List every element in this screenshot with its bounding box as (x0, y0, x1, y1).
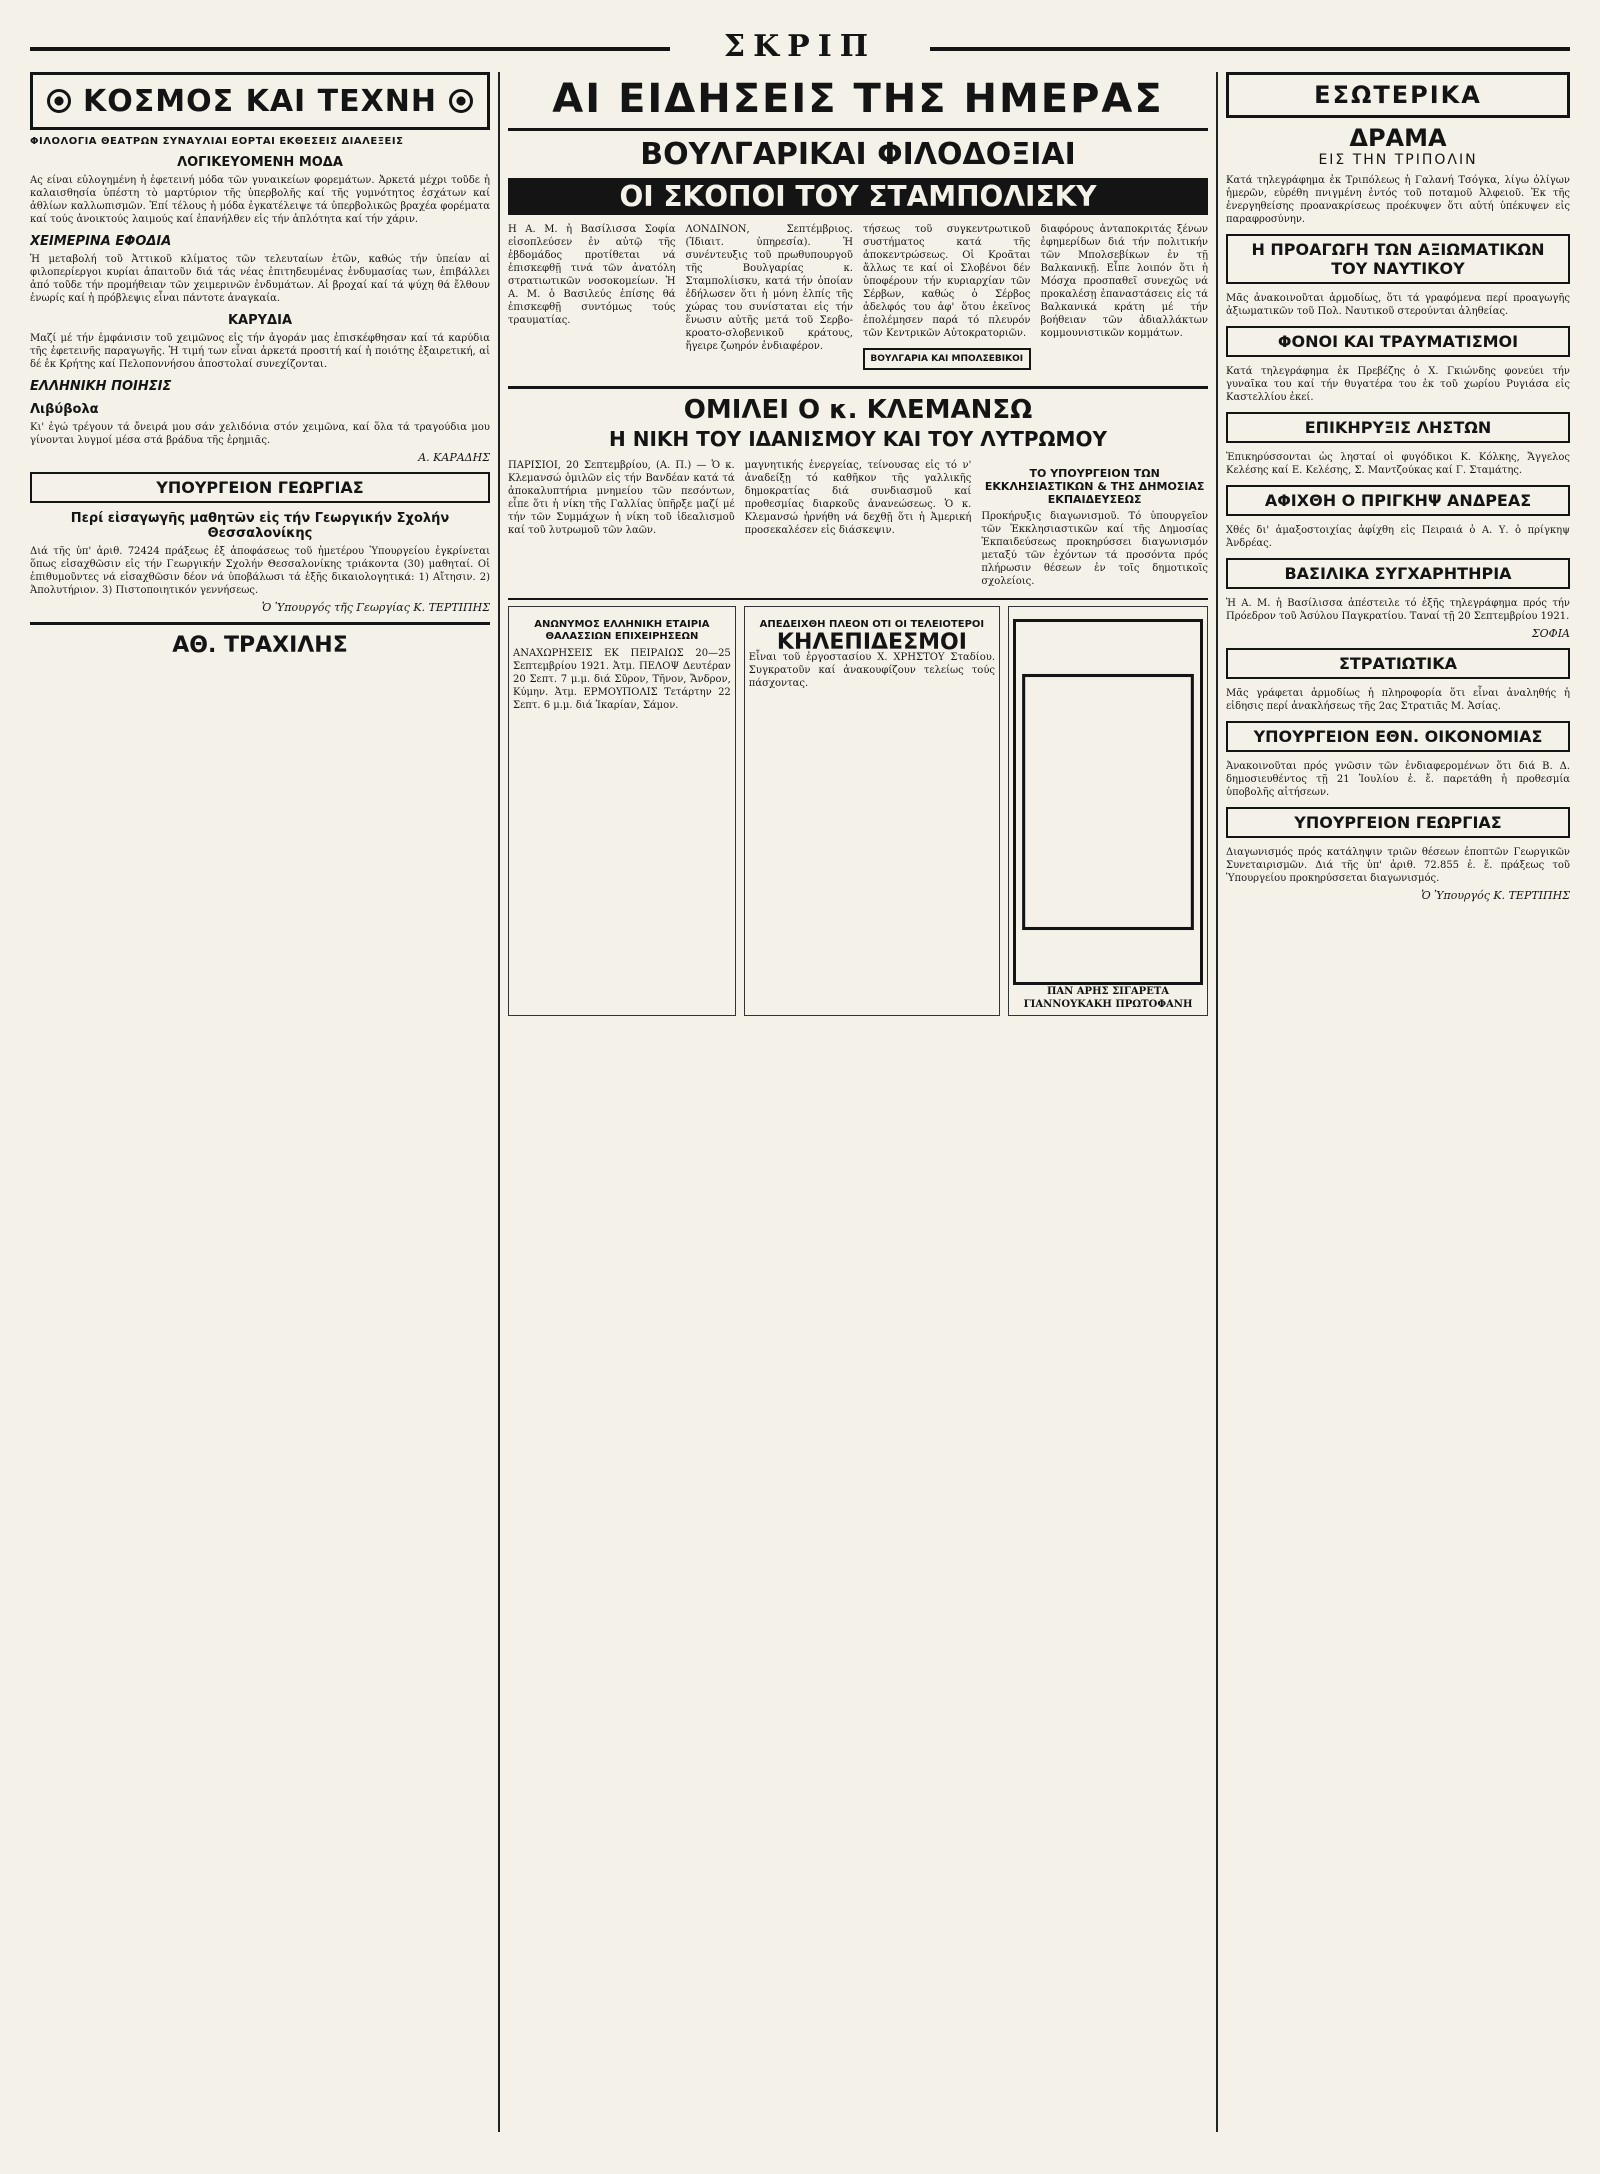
sub-headline: ΟΙ ΣΚΟΠΟΙ ΤΟΥ ΣΤΑΜΠΟΛΙΣΚΥ (508, 178, 1208, 215)
article-text: Χθές δι' ἀμαξοστοιχίας ἀφίχθη εἰς Πειραιά ὁ Α. Υ. ὁ πρίγκηψ Ἀνδρέας. (1226, 525, 1570, 549)
article-text: Ἀνακοινοῦται πρός γνῶσιν τῶν ἐνδιαφερομένων ὅτι διά Β. Δ. δημοσιευθέντος τῇ 21 Ἰουλίου ἐ. ἔ. παρετάθη ἡ προθεσμία ὑποβολῆς αἰτήσεων. (1226, 761, 1570, 798)
article-text: Ἐπικηρύσσονται ὡς λησταί οἱ φυγόδικοι Κ. Κόλκης, Ἄγγελος Κελέσης καί Ε. Κελέσης, Σ. Μαντζούκας καί Γ. Σταμάτης. (1226, 452, 1570, 476)
signature: ΣΟΦΙΑ (1531, 627, 1570, 640)
section-header-left (30, 72, 490, 130)
ad-text: ΠΑΝ ΑΡΗΣ ΣΙΓΑΡΕΤΑ ΓΙΑΝΝΟΥΚΑΚΗ ΠΡΩΤΟΦΑΝΗ (1023, 986, 1193, 1010)
article-columns (508, 459, 1208, 588)
article-text: Μαζί μέ τήν ἐμφάνισιν τοῦ χειμῶνος εἰς τήν ἀγοράν μας ἐπισκέφθησαν καί τά καρύδια τῆς ἐφετεινῆς παραγωγῆς. Ἡ τιμή των εἶναι ἀρκετά προσιτή καί ἡ ποιότης ἐξαιρετική, αἱ δέ ἐκ Κρήτης καί Πελοποννήσου ἀποστολαί συνεχίζονται. (30, 333, 490, 370)
article-text: Ἡ μεταβολή τοῦ Ἀττικοῦ κλίματος τῶν τελευταίων ἐτῶν, καθώς τήν ὑπείαν αἰ φιλοπερίεργοι κυρίαι ἀπαιτοῦν διά τάς νέας ἐπιτηδευμένας ἐνδυμασίας των, ἐπιβάλλει ἀπό τοῦδε τήν προμήθειαν τῶν χειμερινῶν ἐνδυμάτων. Αἱ βροχαί καί τά ψύχη θά ἔλθουν ἐνωρίς καί ἡ πρόβλεψις εἶναι πάντοτε ἀναγκαία. (30, 254, 490, 304)
article-heading: ΣΤΡΑΤΙΩΤΙΚΑ (1226, 648, 1570, 679)
main-headline: ΒΟΥΛΓΑΡΙΚΑΙ ΦΙΛΟΔΟΞΙΑΙ (640, 137, 1076, 172)
masthead-title: ΣΚΡΙΠ (723, 29, 877, 64)
article-text: τήσεως τοῦ συγκεντρωτικοῦ συστήματος κατά τῆς ἀποκεντρώσεως. Οἱ Κροᾶται ἄλλως τε καί οἱ Σλοβένοι δέν ὑποφέρουν τήν κυριαρχίαν τῶν Σέρβων, καθώς ὁ Σέρβος ἀδελφός του ἀφ' ὅτου ἐκεῖνος ἐπολέμησεν παρά τό πλευρόν τῶν Κεντρικῶν Αὐτοκρατοριῶν. (863, 224, 1031, 339)
article-heading: ΚΑΡΥΔΙΑ (227, 313, 293, 328)
article-text: διαφόρους ἀνταποκριτάς ξένων ἐφημερίδων διά τήν πολιτικήν τῶν Μπολσεβίκων ἐν τῇ Βαλκανικῇ. Εἶπε λοιπόν ὅτι ἡ Μόσχα προσπαθεῖ συνεχῶς νά προκαλέσῃ ἐπαναστάσεις εἰς τά Βαλκανικά κράτη μέ τήν βοήθειαν τῶν ἀδιαλλάκτων κομμουνιστικῶν κομμάτων. (1040, 224, 1208, 339)
right-column (1226, 72, 1570, 2132)
section-title: ΚΟΣΜΟΣ ΚΑΙ ΤΕΧΝΗ (83, 83, 437, 119)
article-text: Μᾶς ἀνακοινοῦται ἁρμοδίως, ὅτι τά γραφόμενα περί προαγωγῆς ἀξιωματικῶν τοῦ Πολ. Ναυτικοῦ στερούνται ἀληθείας. (1226, 293, 1570, 317)
footer-ad: ΑΘ. ΤΡΑΧΙΛΗΣ (172, 633, 348, 658)
article-text: Ἡ Α. Μ. ἡ Βασίλισσα ἀπέστειλε τό ἑξῆς τηλεγράφημα πρός τήν Πρόεδρον τοῦ Ἀσύλου Παγκρατίου. Ταναί τῇ 20 Σεπτεμβρίου 1921. (1226, 598, 1570, 622)
article-heading: ΥΠΟΥΡΓΕΙΟΝ ΓΕΩΡΓΙΑΣ (1226, 807, 1570, 838)
poem-text: Κι' ἐγώ τρέγουν τά ὄνειρά μου σάν χελιδόνια στόν χειμῶνα, καί ὅλα τά τραγούδια μου γίνονται λυγμοί μέσα στά βράδυα τῆς ἐρημιᾶς. (30, 422, 490, 446)
article-heading: ΛΟΓΙΚΕΥΟΜΕΝΗ ΜΟΔΑ (177, 155, 343, 170)
poem-title: Λιβύβολα (30, 402, 99, 417)
article-text: Κατά τηλεγράφημα ἐκ Τριπόλεως ἡ Γαλανή Τσόγκα, λίγω ὀλίγων ἡμερῶν, εὑρέθη πνιγμένη ἐντός τοῦ ποταμοῦ Ἀλφειοῦ. Ἐκ τῆς ἐνεργηθείσης προανακρίσεως προέκυψεν ὅτι αὐτή ὑπέκυψεν εἰς παραφροσύνην. (1226, 175, 1570, 225)
section-title: ΕΣΩΤΕΡΙΚΑ (1226, 72, 1570, 118)
column-divider (498, 72, 500, 2132)
ad-brand: ΚΗΛΕΠΙΔΕΣΜΟΙ (776, 630, 967, 655)
article-text: Διά τῆς ὑπ' ἀριθ. 72424 πράξεως ἐξ ἀποφάσεως τοῦ ἡμετέρου Ὑπουργείου ἐγκρίνεται ὅπως εἰσαχθῶσιν εἰς τήν Γεωργικήν Σχολήν Θεσσαλονίκης τριάκοντα (30) μαθηταί. Οἱ ἐπιθυμοῦντες νά εἰσαχθῶσιν δέον νά ὑποβάλωσι τά ἑξῆς δικαιολογητικά: 1) Αἴτησιν. 2) Ἀπολυτήριον. 3) Πιστοποιητικόν γεννήσεως. (30, 546, 490, 596)
article-heading: ΦΟΝΟΙ ΚΑΙ ΤΡΑΥΜΑΤΙΣΜΟΙ (1226, 326, 1570, 357)
article-heading: ΥΠΟΥΡΓΕΙΟΝ ΕΘΝ. ΟΙΚΟΝΟΜΙΑΣ (1226, 721, 1570, 752)
truss-ad (744, 606, 1000, 1016)
article-heading: Η ΠΡΟΑΓΩΓΗ ΤΩΝ ΑΞΙΩΜΑΤΙΚΩΝ ΤΟΥ ΝΑΥΤΙΚΟΥ (1226, 234, 1570, 284)
masthead-rule-right (930, 47, 1570, 51)
left-column (30, 72, 490, 2132)
ministry-box: ΥΠΟΥΡΓΕΙΟΝ ΓΕΩΡΓΙΑΣ (30, 472, 490, 503)
ornament-icon (47, 89, 71, 113)
article-text: Κατά τηλεγράφημα ἐκ Πρεβέζης ὁ Χ. Γκιώνδης φονεύει τήν γυναῖκα του καί τήν θυγατέρα του ἐκ τοῦ χωρίου Ρυγιάσα εἰς Καστελλίου ἐκεί. (1226, 366, 1570, 403)
newspaper-page (30, 30, 1570, 2140)
news-headline: ΑΙ ΕΙΔΗΣΕΙΣ ΤΗΣ ΗΜΕΡΑΣ (508, 72, 1208, 131)
article-subheadline: Η ΝΙΚΗ ΤΟΥ ΙΔΑΝΙΣΜΟΥ ΚΑΙ ΤΟΥ ΛΥΤΡΩΜΟΥ (609, 427, 1107, 451)
divider (30, 622, 490, 625)
cigarette-logo (1013, 619, 1203, 985)
signature: Ὁ Ὑπουργός τῆς Γεωργίας Κ. ΤΕΡΤΙΠΗΣ (261, 601, 490, 614)
article-heading: ΑΦΙΧΘΗ Ο ΠΡΙΓΚΗΨ ΑΝΔΡΕΑΣ (1226, 485, 1570, 516)
article-text: Η Α. Μ. ἡ Βασίλισσα Σοφία εἰσοπλεύσεν ἐν αὐτῷ τῆς ἑβδομάδος προτίθεται νά ἐπισκεφθῇ τινά τῶν ἀνατόλη στρατιωτικῶν νοσοκομείων. Ἡ Α. Μ. ὁ Βασιλεύς ἐπίσης θά ἐπισκεφθῇ συντόμως τούς τραυματίας. (508, 224, 676, 326)
article-text: ΠΑΡΙΣΙΟΙ, 20 Σεπτεμβρίου, (Α. Π.) — Ὁ κ. Κλεμανσώ ὁμιλῶν εἰς τήν Βανδέαν κατά τά ἀποκαλυπτήρια μνημείου τῶν πεσόντων, εἶπε ὅτι ἡ νίκη τῆς Γαλλίας ὑπῆρξε μαζί μέ τήν τῶν Συμμάχων ἡ νίκη τοῦ ἰδεαλισμοῦ καί τοῦ λυτρωμοῦ τῶν λαῶν. (508, 460, 735, 536)
clemenceau-section (508, 386, 1208, 588)
shipping-ad (508, 606, 736, 1016)
signature: Ὁ Ὑπουργός Κ. ΤΕΡΤΙΠΗΣ (1421, 889, 1570, 902)
sub-box: ΒΟΥΛΓΑΡΙΑ ΚΑΙ ΜΠΟΛΣΕΒΙΚΟΙ (863, 348, 1031, 370)
column-divider (1216, 72, 1218, 2132)
article-text: Διαγωνισμός πρός κατάληψιν τριῶν θέσεων ἐποπτῶν Γεωργικῶν Συνεταιρισμῶν. Διά τῆς ὑπ' ἀριθ. 72.855 ἐ. ἔ. πράξεως τοῦ Ὑπουργείου προκηρύσσεται διαγωνισμός. (1226, 847, 1570, 884)
article-heading: ΕΠΙΚΗΡΥΞΙΣ ΛΗΣΤΩΝ (1226, 412, 1570, 443)
ad-text: Εἶναι τοῦ ἐργοστασίου Χ. ΧΡΗΣΤΟΥ Σταδίου. Συγκρατοῦν καί ἀνακουφίζουν τελείως τούς πάσχοντας. (748, 652, 995, 689)
cigarette-logo-graphic (1016, 627, 1200, 977)
article-heading: ΧΕΙΜΕΡΙΝΑ ΕΦΟΔΙΑ (30, 234, 172, 249)
article-text: μαγνητικής ἐνεργείας, τείνουσας εἰς τό ν' ἀναδείξῃ τό καθῆκον τῆς γαλλικῆς δημοκρατίας διά συνδιασμοῦ καί προθεσμίας διαρκοῦς ἀνανεώσεως. Ὁ κ. Κλεμανσώ ἠρνήθη νά δεχθῇ ὅτι ἡ Ἀμερική προσεκαλέσεν εἰς διάσκεψιν. (744, 460, 972, 536)
ad-text: ΑΝΑΧΩΡΗΣΕΙΣ ΕΚ ΠΕΙΡΑΙΩΣ 20—25 Σεπτεμβρίου 1921. Ἀτμ. ΠΕΛΟΨ Δευτέραν 20 Σεπτ. 7 μ.μ. διά Σῦρον, Τῆνον, Ἄνδρον, Κύμην. Ἀτμ. ΕΡΜΟΥΠΟΛΙΣ Τετάρτην 22 Σεπτ. 6 μ.μ. διά Ἰκαρίαν, Σάμον. (513, 648, 731, 711)
masthead (30, 30, 1570, 64)
section-tagline: ΦΙΛΟΛΟΓΙΑ ΘΕΑΤΡΩΝ ΣΥΝΑΥΛΙΑΙ ΕΟΡΤΑΙ ΕΚΘΕΣΕΙΣ ΔΙΑΛΕΞΕΙΣ (30, 136, 404, 147)
ministry-heading: ΤΟ ΥΠΟΥΡΓΕΙΟΝ ΤΩΝ ΕΚΚΛΗΣΙΑΣΤΙΚΩΝ & ΤΗΣ ΔΗΜΟΣΙΑΣ ΕΚΠΑΙΔΕΥΣΕΩΣ (984, 467, 1205, 506)
masthead-rule-left (30, 47, 670, 51)
ornament-icon (449, 89, 473, 113)
article-headline: ΟΜΙΛΕΙ Ο κ. ΚΛΕΜΑΝΣΩ (683, 395, 1033, 425)
article-columns (508, 223, 1208, 378)
article-text: Προκήρυξις διαγωνισμοῦ. Τό ὑπουργεῖον τῶν Ἐκκλησιαστικῶν καί τῆς Δημοσίας Ἐκπαιδεύσεως προκηρύσσει διαγωνισμόν μεταξύ τῶν ἐχόντων τά προσόντα πρός πλήρωσιν θέσεων ἐν τοῖς δημοτικοῖς σχολείοις. (981, 511, 1208, 587)
article-subheading: ΕΙΣ ΤΗΝ ΤΡΙΠΟΛΙΝ (1318, 152, 1478, 168)
ad-title: ΑΝΩΝΥΜΟΣ ΕΛΛΗΝΙΚΗ ΕΤΑΙΡΙΑ ΘΑΛΑΣΣΙΩΝ ΕΠΙΧΕΙΡΗΣΕΩΝ (534, 619, 710, 642)
advertisements (508, 598, 1208, 1016)
cigarette-ad (1008, 606, 1208, 1016)
center-column (508, 72, 1208, 2132)
article-heading: Περί εἰσαγωγῆς μαθητῶν εἰς τήν Γεωργικήν Σχολήν Θεσσαλονίκης (70, 511, 450, 541)
article-text: ΛΟΝΔΙΝΟΝ, Σεπτέμβριος. (Ἰδιαιτ. ὑπηρεσία). Ἡ συνέντευξις τοῦ πρωθυπουργοῦ τῆς Βουλγαρίας κ. Σταμπολίισκυ, κατά τήν ὁποίαν ἐδήλωσεν ὅτι ἡ μόνη ἐλπίς τῆς χώρας του συνίσταται εἰς τήν ἕνωσιν αὐτῆς μετά τοῦ Σερβο-κροατο-σλοβενικοῦ κράτους, ἤγειρε ζωηρόν ἐνδιαφέρον. (685, 224, 853, 352)
article-heading: ΒΑΣΙΛΙΚΑ ΣΥΓΧΑΡΗΤΗΡΙΑ (1226, 558, 1570, 589)
article-heading: ΕΛΛΗΝΙΚΗ ΠΟΙΗΣΙΣ (30, 379, 172, 394)
article-heading: ΔΡΑΜΑ (1349, 124, 1447, 152)
signature: Α. ΚΑΡΑΔΗΣ (418, 451, 490, 464)
ad-title: ΑΠΕΔΕΙΧΘΗ ΠΛΕΟΝ ΟΤΙ ΟΙ ΤΕΛΕΙΟΤΕΡΟΙ (759, 619, 985, 630)
article-text: Ας είναι εὐλογημένη ἡ ἐφετεινή μόδα τῶν γυναικείων φορεμάτων. Ἀρκετά μέχρι τοῦδε ἡ καλαισθησία ὑπέστη τὸ μαρτύριον τῆς ὑπερβολῆς καί τῆς γυμνότητος ἐσχάτων καί ἀθλίων καλλωπισμῶν. Ἐπί τέλους ἡ μόδα ἐγκατέλειψε τά ὑπερβολικῶς βραχέα φορέματα καί τούς ἀνοικτούς λαιμούς καί ἐπανήλθεν εἰς τήν ἁπλότητα καί τήν χάριν. (30, 175, 490, 225)
article-text: Μᾶς γράφεται ἁρμοδίως ἡ πληροφορία ὅτι εἶναι ἀναληθής ἡ εἰδησις περί ἀνακλήσεως τῆς 2ας Στρατιᾶς Μ. Ἀσίας. (1226, 688, 1570, 712)
